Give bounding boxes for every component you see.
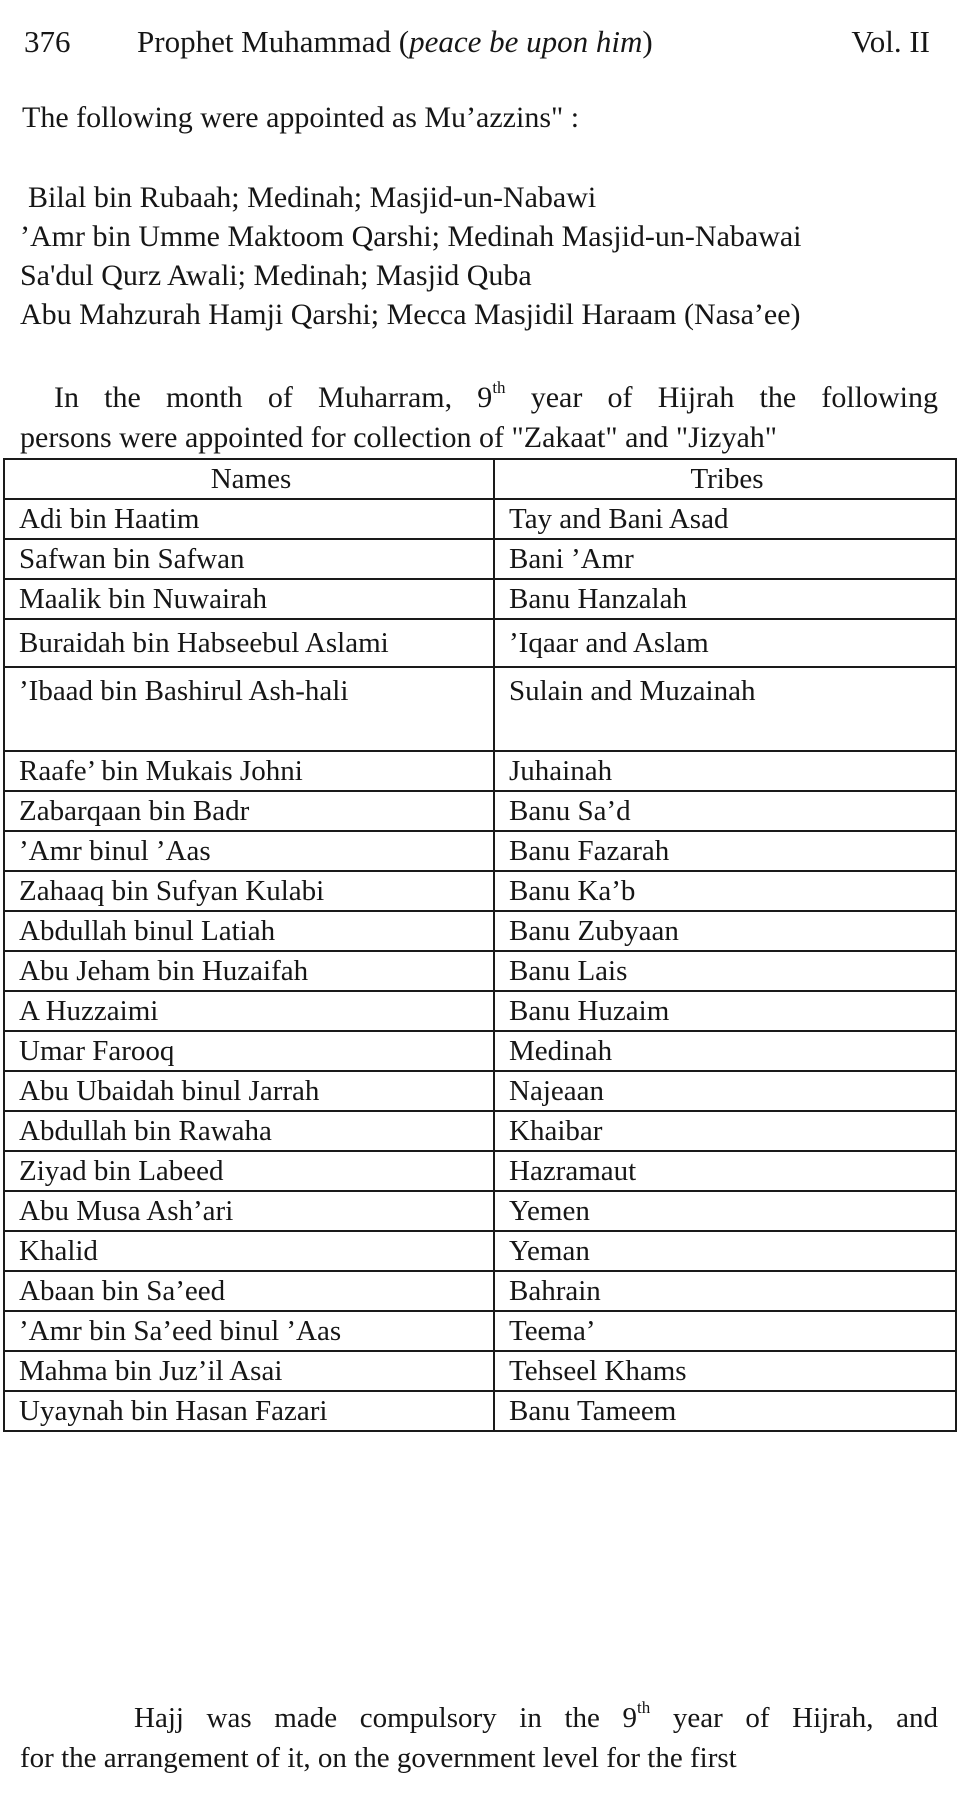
tribe-cell: Tay and Bani Asad	[494, 499, 956, 539]
column-header-tribes: Tribes	[494, 459, 956, 499]
tribe-cell: Bahrain	[494, 1271, 956, 1311]
tribe-cell: Banu Hanzalah	[494, 579, 956, 619]
table-row	[4, 911, 956, 951]
book-title-italic: peace be upon him	[409, 24, 643, 59]
table-row	[4, 1311, 956, 1351]
tribe-cell: Yemen	[494, 1191, 956, 1231]
muazzin-entry: ’Amr bin Umme Maktoom Qarshi; Medinah Masjid-un-Nabawai	[20, 220, 802, 253]
table-row	[4, 619, 956, 667]
collection-paragraph-line2: persons were appointed for collection of "Zakaat" and "Jizyah"	[20, 421, 778, 454]
name-cell: Abdullah binul Latiah	[4, 911, 494, 951]
tribe-cell: Banu Lais	[494, 951, 956, 991]
table-row	[4, 951, 956, 991]
tribe-cell: Yeman	[494, 1231, 956, 1271]
name-cell: Zahaaq bin Sufyan Kulabi	[4, 871, 494, 911]
name-cell: Buraidah bin Habseebul Aslami	[4, 619, 494, 667]
name-cell: Zabarqaan bin Badr	[4, 791, 494, 831]
table-row	[4, 751, 956, 791]
table-row	[4, 831, 956, 871]
table-row	[4, 1271, 956, 1311]
collectors-table	[3, 458, 957, 1432]
tribe-cell: Najeaan	[494, 1071, 956, 1111]
tribe-cell: Khaibar	[494, 1111, 956, 1151]
table-row	[4, 539, 956, 579]
muazzin-entry: Bilal bin Rubaah; Medinah; Masjid-un-Nabawi	[28, 181, 597, 214]
name-cell: ’Amr binul ’Aas	[4, 831, 494, 871]
table-row	[4, 667, 956, 751]
table-row	[4, 1231, 956, 1271]
table-row	[4, 1391, 956, 1431]
tribe-cell: Hazramaut	[494, 1151, 956, 1191]
name-cell: Abaan bin Sa’eed	[4, 1271, 494, 1311]
book-title: Prophet Muhammad (peace be upon him)	[137, 24, 653, 59]
muazzins-list	[20, 178, 802, 334]
name-cell: Adi bin Haatim	[4, 499, 494, 539]
name-cell: Abu Jeham bin Huzaifah	[4, 951, 494, 991]
name-cell: Abu Musa Ash’ari	[4, 1191, 494, 1231]
tribe-cell: Banu Zubyaan	[494, 911, 956, 951]
tribe-cell: Banu Tameem	[494, 1391, 956, 1431]
page-header	[24, 20, 930, 64]
column-header-names: Names	[4, 459, 494, 499]
name-cell: Mahma bin Juz’il Asai	[4, 1351, 494, 1391]
hajj-paragraph-line2: for the arrangement of it, on the government level for the first	[20, 1742, 737, 1774]
table-row	[4, 1071, 956, 1111]
page-number: 376	[24, 24, 71, 59]
name-cell: Umar Farooq	[4, 1031, 494, 1071]
name-cell: Maalik bin Nuwairah	[4, 579, 494, 619]
name-cell: Abu Ubaidah binul Jarrah	[4, 1071, 494, 1111]
table-row	[4, 871, 956, 911]
table-row	[4, 1031, 956, 1071]
muazzin-entry: Sa'dul Qurz Awali; Medinah; Masjid Quba	[20, 259, 532, 292]
table-row	[4, 1351, 956, 1391]
hajj-paragraph: Hajj was made compulsory in the 9th year of Hijrah, and for the arrangement of it, on the government level for the first	[20, 1698, 938, 1778]
muazzins-intro: The following were appointed as Mu’azzins" :	[22, 101, 580, 134]
volume-label: Vol. II	[851, 24, 930, 59]
tribe-cell: Banu Ka’b	[494, 871, 956, 911]
name-cell: Khalid	[4, 1231, 494, 1271]
tribe-cell: Juhainah	[494, 751, 956, 791]
name-cell: Raafe’ bin Mukais Johni	[4, 751, 494, 791]
name-cell: Safwan bin Safwan	[4, 539, 494, 579]
tribe-cell: Banu Huzaim	[494, 991, 956, 1031]
tribe-cell: Bani ’Amr	[494, 539, 956, 579]
tribe-cell: Medinah	[494, 1031, 956, 1071]
table-row	[4, 791, 956, 831]
collection-paragraph: In the month of Muharram, 9th year of Hijrah the following persons were appointed for collection of "Zakaat" and "Jizyah"	[20, 378, 938, 458]
table-row	[4, 1191, 956, 1231]
tribe-cell: Sulain and Muzainah	[494, 667, 956, 751]
name-cell: Ziyad bin Labeed	[4, 1151, 494, 1191]
name-cell: Abdullah bin Rawaha	[4, 1111, 494, 1151]
muazzin-entry: Abu Mahzurah Hamji Qarshi; Mecca Masjidil Haraam (Nasa’ee)	[20, 298, 801, 331]
name-cell: Uyaynah bin Hasan Fazari	[4, 1391, 494, 1431]
table-header-row	[4, 459, 956, 499]
name-cell: ’Amr bin Sa’eed binul ’Aas	[4, 1311, 494, 1351]
tribe-cell: ’Iqaar and Aslam	[494, 619, 956, 667]
tribe-cell: Banu Fazarah	[494, 831, 956, 871]
table-row	[4, 1111, 956, 1151]
table-row	[4, 1151, 956, 1191]
name-cell: A Huzzaimi	[4, 991, 494, 1031]
name-cell: ’Ibaad bin Bashirul Ash-hali	[4, 667, 494, 751]
table-row	[4, 991, 956, 1031]
tribe-cell: Tehseel Khams	[494, 1351, 956, 1391]
table-row	[4, 579, 956, 619]
tribe-cell: Teema’	[494, 1311, 956, 1351]
table-row	[4, 499, 956, 539]
tribe-cell: Banu Sa’d	[494, 791, 956, 831]
